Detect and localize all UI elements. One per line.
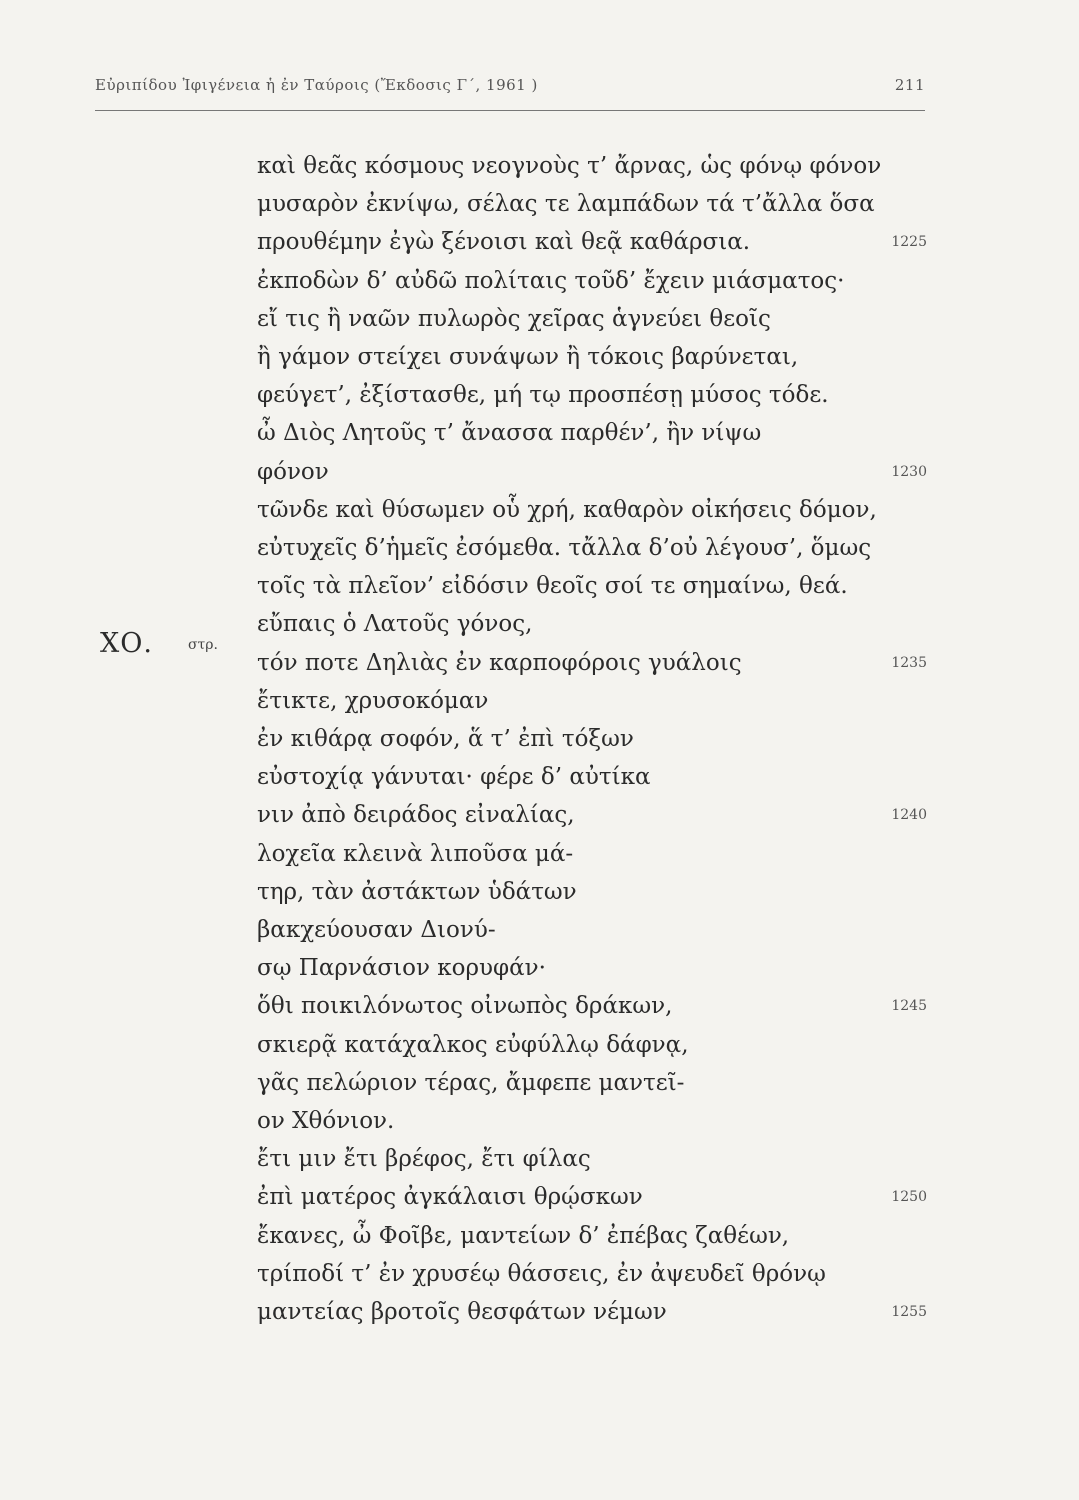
verse-line: ἔκανες, ὦ Φοῖβε, μαντείων δ’ ἐπέβας ζαθέων, [257, 1223, 790, 1249]
verse-line: καὶ θεᾶς κόσμους νεογνοὺς τ’ ἄρνας, ὡς φόνῳ φόνον [257, 153, 882, 179]
line-number: 1230 [891, 464, 927, 480]
verse-line: ὅθι ποικιλόνωτος οἰνωπὸς δράκων, [257, 993, 673, 1019]
verse-line: τρίποδί τ’ ἐν χρυσέῳ θάσσεις, ἐν ἀψευδεῖ θρόνῳ [257, 1261, 826, 1287]
running-header [95, 76, 925, 104]
verse-line: ἔτικτε, χρυσοκόμαν [257, 688, 489, 714]
verse-line: εὐτυχεῖς δ’ἡμεῖς ἐσόμεθα. τἄλλα δ’οὐ λέγουσ’, ὅμως [257, 535, 872, 561]
verse-line: σκιερᾷ κατάχαλκος εὐφύλλῳ δάφνᾳ, [257, 1032, 689, 1058]
verse-line: γᾶς πελώριον τέρας, ἄμφεπε μαντεῖ- [257, 1070, 685, 1096]
line-number: 1235 [891, 655, 927, 671]
verse-line: προυθέμην ἐγὼ ξένοισι καὶ θεᾷ καθάρσια. [257, 229, 751, 255]
speaker-label: ΧΟ. [100, 628, 153, 659]
verse-line: εὔπαις ὁ Λατοῦς γόνος, [257, 611, 533, 637]
line-number: 1245 [891, 998, 927, 1014]
verse-line: ἢ γάμον στείχει συνάψων ἢ τόκοις βαρύνεται, [257, 344, 799, 370]
line-number: 1250 [891, 1189, 927, 1205]
header-title: Εὐριπίδου Ἰφιγένεια ἡ ἐν Ταύροις (Ἔκδοσις Γ΄, 1961 ) [95, 76, 538, 94]
verse-line: νιν ἀπὸ δειράδος εἰναλίας, [257, 802, 575, 828]
verse-line: ἐπὶ ματέρος ἀγκάλαισι θρῴσκων [257, 1184, 643, 1210]
verse-line: μυσαρὸν ἐκνίψω, σέλας τε λαμπάδων τά τ’ἄλλα ὅσα [257, 191, 875, 217]
verse-line: βακχεύουσαν Διονύ- [257, 917, 496, 943]
verse-line: εὐστοχίᾳ γάνυται· φέρε δ’ αὐτίκα [257, 764, 651, 790]
verse-line: ἐκποδὼν δ’ αὐδῶ πολίταις τοῦδ’ ἔχειν μιάσματος· [257, 268, 845, 294]
line-number: 1225 [891, 234, 927, 250]
verse-line: ἐν κιθάρᾳ σοφόν, ἅ τ’ ἐπὶ τόξων [257, 726, 634, 752]
verse-line: τόν ποτε Δηλιὰς ἐν καρποφόροις γυάλοις [257, 650, 742, 676]
verse-line: σῳ Παρνάσιον κορυφάν· [257, 955, 546, 981]
page-number: 211 [894, 76, 925, 94]
verse-line: φεύγετ’, ἐξίστασθε, μή τῳ προσπέσῃ μύσος τόδε. [257, 382, 829, 408]
line-number: 1240 [891, 807, 927, 823]
strophe-label: στρ. [188, 637, 218, 653]
verse-line: ον Χθόνιον. [257, 1108, 395, 1134]
verse-line: ὦ Διὸς Λητοῦς τ’ ἄνασσα παρθέν’, ἢν νίψω [257, 420, 762, 446]
verse-line: ἔτι μιν ἔτι βρέφος, ἔτι φίλας [257, 1146, 591, 1172]
header-rule [95, 110, 925, 111]
verse-line: τοῖς τὰ πλεῖον’ εἰδόσιν θεοῖς σοί τε σημαίνω, θεά. [257, 573, 848, 599]
verse-line: τῶνδε καὶ θύσωμεν οὗ χρή, καθαρὸν οἰκήσεις δόμον, [257, 497, 877, 523]
verse-line: φόνον [257, 459, 329, 485]
line-number: 1255 [891, 1304, 927, 1320]
verse-line: μαντείας βροτοῖς θεσφάτων νέμων [257, 1299, 667, 1325]
verse-line: εἴ τις ἢ ναῶν πυλωρὸς χεῖρας ἁγνεύει θεοῖς [257, 306, 771, 332]
verse-line: τηρ, τὰν ἀστάκτων ὑδάτων [257, 879, 577, 905]
verse-line: λοχεῖα κλεινὰ λιποῦσα μά- [257, 841, 574, 867]
